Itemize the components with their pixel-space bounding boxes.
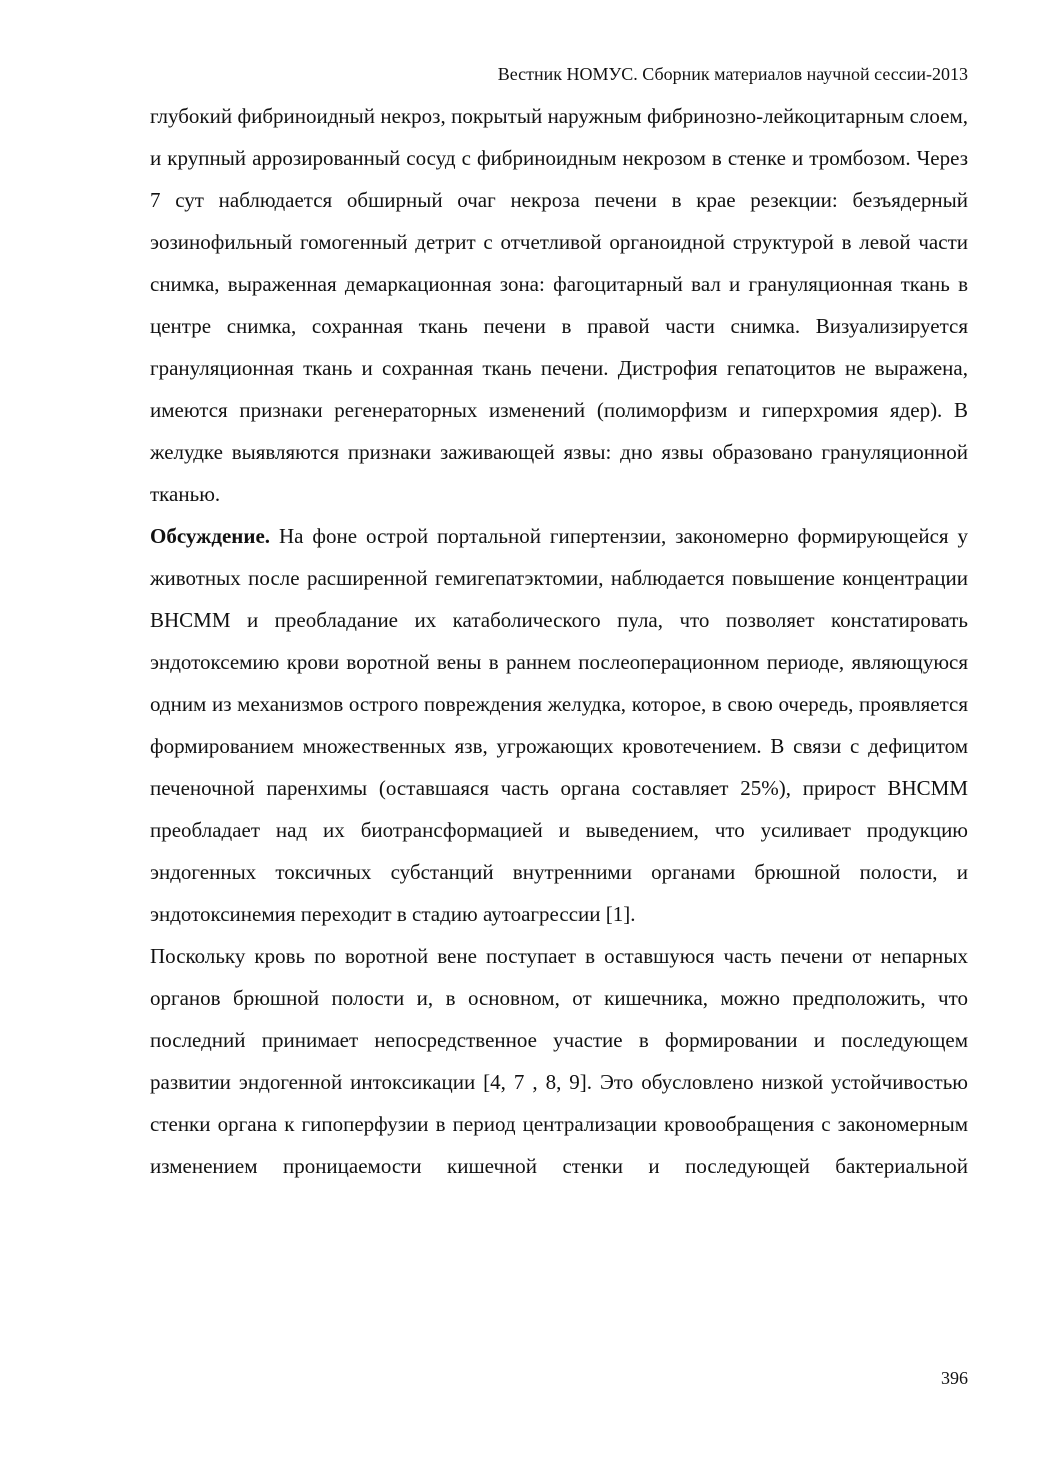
- discussion-heading: Обсуждение.: [150, 524, 271, 548]
- paragraph-discussion: [150, 515, 968, 935]
- paragraph-portal-vein: Поскольку кровь по воротной вене поступает в оставшуюся часть печени от непарных органов брюшной полости и, в основном, от кишечника, можно предположить, что последний принимает непосредственное участие в формировании и последующем развитии эндогенной интоксикации [4, 7 , 8, 9]. Это обусловлено низкой устойчивостью стенки органа к гипоперфузии в период централизации кровообращения с закономерным изменением проницаемости кишечной стенки и последующей бактериальной: [150, 944, 968, 1178]
- article-body: [150, 95, 968, 1187]
- paragraph-results: глубокий фибриноидный некроз, покрытый наружным фибринозно-лейкоцитарным слоем, и крупный аррозированный сосуд с фибриноидным некрозом в стенке и тромбозом. Через 7 сут наблюдается обширный очаг некроза печени в крае резекции: безъядерный эозинофильный гомогенный детрит с отчетливой органоидной структурой в левой части снимка, выраженная демаркационная зона: фагоцитарный вал и грануляционная ткань в центре снимка, сохранная ткань печени в правой части снимка. Визуализируется грануляционная ткань и сохранная ткань печени. Дистрофия гепатоцитов не выражена, имеются признаки регенераторных изменений (полиморфизм и гиперхромия ядер). В желудке выявляются признаки заживающей язвы: дно язвы образовано грануляционной тканью.: [150, 104, 968, 506]
- discussion-text: На фоне острой портальной гипертензии, закономерно формирующейся у животных после расширенной гемигепатэктомии, наблюдается повышение концентрации ВНСММ и преобладание их катаболического пула, что позволяет констатировать эндотоксемию крови воротной вены в раннем послеоперационном периоде, являющуюся одним из механизмов острого повреждения желудка, которое, в свою очередь, проявляется формированием множественных язв, угрожающих кровотечением. В связи с дефицитом печеночной паренхимы (оставшаяся часть органа составляет 25%), прирост ВНСММ преобладает над их биотрансформацией и выведением, что усиливает продукцию эндогенных токсичных субстанций внутренними органами брюшной полости, и эндотоксинемия переходит в стадию аутоагрессии [1].: [150, 524, 968, 926]
- page-number: 396: [941, 1368, 968, 1388]
- running-header: Вестник НОМУС. Сборник материалов научной сессии-2013: [497, 64, 968, 84]
